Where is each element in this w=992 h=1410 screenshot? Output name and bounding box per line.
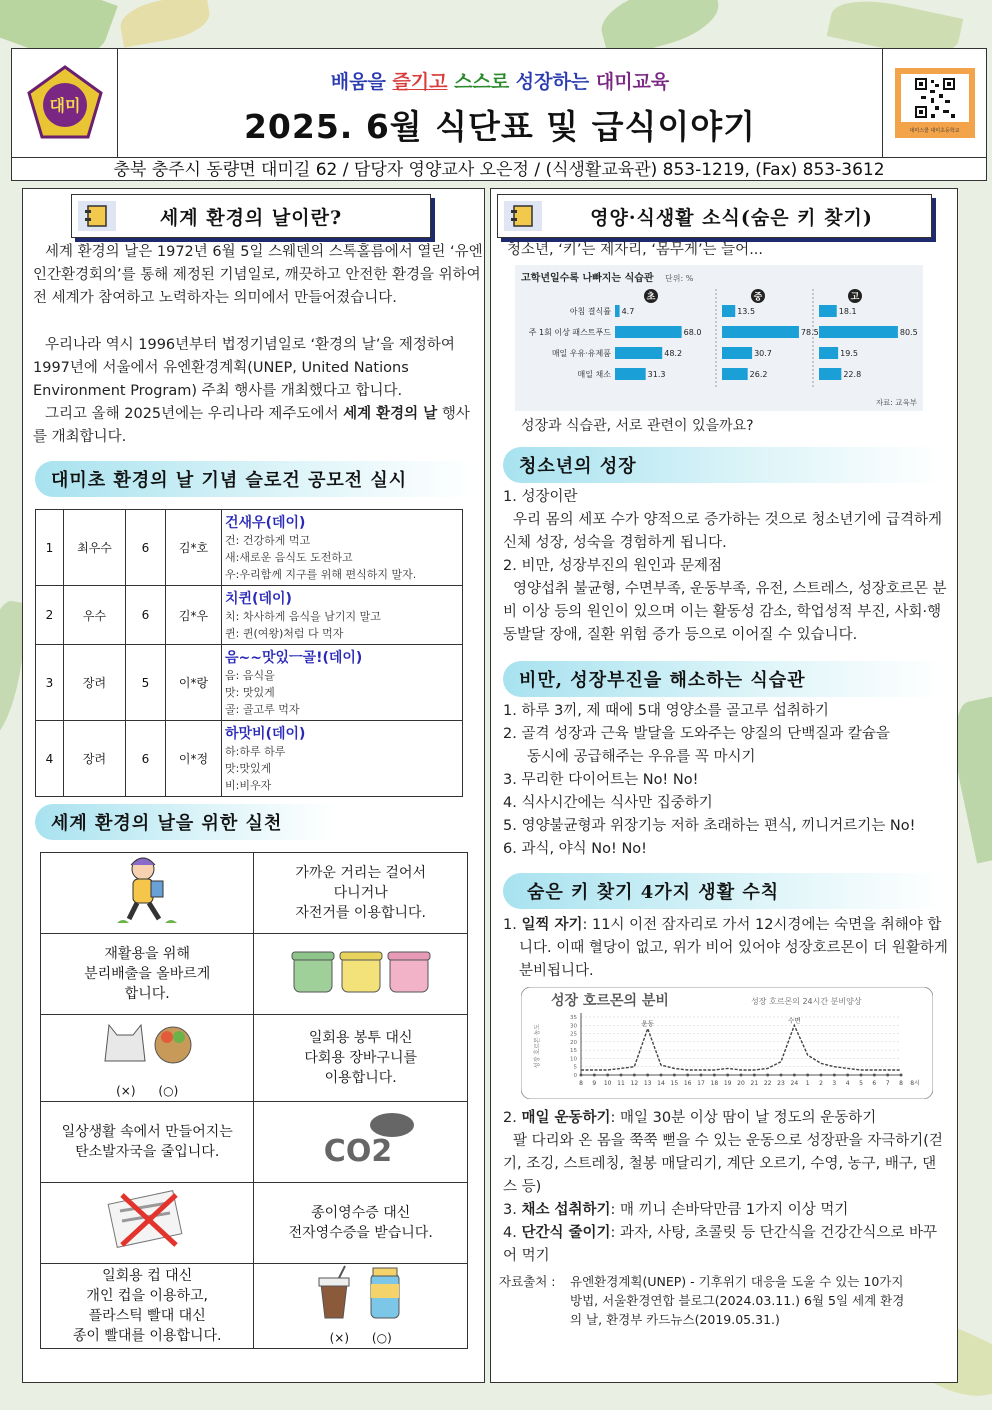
qr-caption: 대미스쿨 대미초등학교 [909,128,960,134]
x-tick-label: 12 [630,1080,639,1087]
contact-address: 충북 충주시 동량면 대미길 62 / 담당자 영양교사 오은정 / (식생활교육관) 853-1219, (Fax) 853-3612 [12,157,986,182]
rule-1 [503,914,949,983]
left-column [22,188,485,1383]
section-title-environment-day [71,194,431,238]
x-tick-mark [820,1074,823,1077]
table-row [36,721,463,797]
slogan-line: 하:하루 하루 [225,745,286,758]
x-tick-mark [660,1074,663,1077]
student-name-cell: 김*우 [166,586,222,645]
list-item: 2. 골격 성장과 근육 발달을 도와주는 양질의 단백질과 칼슘을 [503,726,890,742]
bar [819,347,838,359]
recycle-bins-illustration [254,934,468,1015]
slogan-cell [222,645,463,721]
chart-unit: 단위: % [665,274,694,283]
practice-line: 개인 컵을 이용하고, [86,1288,208,1304]
right-column [490,188,958,1383]
bar [722,326,799,338]
x-tick-mark [886,1074,889,1077]
bar-value-label: 22.8 [843,370,862,379]
slogan-cell [222,586,463,645]
rule-3 [503,1199,949,1222]
school-slogan [118,67,882,94]
x-tick-label: 22 [763,1080,772,1087]
practice-table [40,852,468,1349]
grade-cell: 5 [126,645,166,721]
table-row [36,586,463,645]
x-tick-mark [713,1074,716,1077]
growth-paragraph-1: 우리 몸의 세포 수가 양적으로 증가하는 것으로 청소년기에 급격하게 신체 성장, 성숙을 경험하게 됩니다. [503,512,943,551]
bar [722,305,735,317]
section-title-slogan-contest: 대미초 환경의 날 기념 슬로건 공모전 실시 [35,461,475,497]
slogan-line: 비:비우자 [225,779,272,792]
rule-heading: 채소 섭취하기 [521,1202,611,1218]
bar [615,305,620,317]
table-row [41,853,468,934]
bar-value-label: 78.5 [800,328,819,337]
slogan-word: 성장하는 [515,71,590,93]
page-title: 2025. 6월 식단표 및 급식이야기 [243,107,757,146]
mark-o: (○) [158,1084,179,1098]
table-row [36,510,463,586]
slogan-line: 우:우리함께 지구를 위해 편식하지 말자. [225,568,417,581]
y-tick-label: 15 [570,1048,577,1055]
rule-number: 4. [503,1225,517,1241]
rule-text: : 매 끼니 손바닥만큼 1가지 이상 먹기 [610,1202,849,1218]
source-citation [499,1272,951,1329]
x-tick-label: 3 [832,1080,837,1087]
x-tick-label: 20 [737,1080,745,1087]
intro-text: 행사를 개최합니다. [33,406,470,445]
student-name-cell: 이*정 [166,721,222,797]
category-label: 아침 결식률 [569,307,611,316]
receipt-illustration [41,1183,254,1264]
y-tick-label: 35 [570,1015,577,1021]
peak-annotation: 운동 [641,1019,654,1028]
practice-text [254,1015,468,1102]
slogan-heading: 치퀸(데이) [225,591,292,607]
rule-heading: 매일 운동하기 [521,1110,611,1126]
x-tick-mark [846,1074,849,1077]
list-item: 6. 과식, 야식 No! No! [503,841,647,857]
nutrition-intro: 청소년, ‘키’는 제자리, ‘몸무게’는 늘어... [507,242,764,258]
y-tick-label: 30 [570,1023,577,1030]
x-tick-mark [726,1074,729,1077]
slogan-word: 배움을 [330,71,386,93]
logo-text: 대미 [49,96,80,115]
chart-question: 성장과 식습관, 서로 관련이 있을까요? [521,418,754,434]
rule-4 [503,1222,949,1268]
category-label: 매일 우유·유제품 [551,349,611,358]
slogan-word: 스스로 [454,71,510,93]
practice-text [254,1183,468,1264]
chart-subtitle: 성장 호르몬의 24시간 분비양상 [751,997,862,1006]
rule-heading: 일찍 자기 [521,917,583,933]
x-tick-label: 17 [697,1080,705,1087]
bar [615,368,646,380]
mark-x: (×) [116,1084,136,1098]
practice-line: 플라스틱 빨대 대신 [88,1308,206,1324]
practice-line: 일회용 봉투 대신 [308,1030,413,1046]
y-axis-label: 성장 호르몬 농도 [534,1023,541,1069]
grade-cell: 6 [126,586,166,645]
bar [615,347,662,359]
slogan-line: 건: 건강하게 먹고 [225,534,311,547]
slogan-line: 퀸: 퀸(여왕)처럼 다 먹자 [225,627,344,640]
x-tick-mark [620,1074,623,1077]
mark-x: (×) [329,1331,350,1345]
grade-cell: 6 [126,721,166,797]
school-logo [12,49,118,157]
practice-line: 자전거를 이용합니다. [295,905,426,921]
x-tick-mark [806,1074,809,1077]
source-line: 의 날, 환경부 카드뉴스(2019.05.31.) [570,1312,780,1327]
y-tick-label: 25 [570,1031,577,1038]
bar-value-label: 80.5 [899,328,918,337]
eating-habits-bar-chart [515,265,923,411]
award-cell: 우수 [64,586,126,645]
bar-value-label: 48.2 [664,349,683,358]
source-line: 유엔환경계획(UNEP) - 기후위기 대응을 도울 수 있는 10가지 [570,1274,904,1289]
intro-highlight: 세계 환경의 날 [343,406,438,422]
slogan-line: 맛: 맛있게 [225,686,275,699]
practice-line: 다니거나 [333,885,388,901]
section-title-text: 세계 환경의 날이란? [159,206,343,229]
source-label: 자료출처 : [499,1274,556,1289]
slogan-heading: 건새우(데이) [225,515,306,531]
rule-text: : 과자, 사탕, 초콜릿 등 단간식을 건강간식으로 바꾸어 먹기 [503,1225,938,1264]
x-tick-label: 1 [805,1080,810,1087]
x-tick-label: 10 [603,1080,612,1087]
intro-paragraph-3 [33,403,483,449]
y-tick-label: 10 [570,1056,577,1063]
list-item: 4. 식사시간에는 식사만 집중하기 [503,795,713,811]
x-tick-mark [646,1074,649,1077]
x-tick-label: 23 [777,1080,785,1087]
rule-heading: 단간식 줄이기 [521,1225,611,1241]
bar-value-label: 4.7 [621,307,635,316]
bar [615,326,682,338]
growth-hormone-line-chart [521,987,933,1099]
notebook-icon [504,201,542,231]
slogan-line: 맛:맛있게 [225,762,272,775]
practice-line: 다회용 장바구니를 [304,1050,418,1066]
x-tick-label: 19 [723,1080,732,1087]
rank-cell: 3 [36,645,64,721]
bar-value-label: 30.7 [754,349,772,358]
co2-text: CO2 [323,1134,392,1169]
x-tick-label: 9 [592,1080,597,1087]
intro-text: 그리고 올해 2025년에는 우리나라 제주도에서 [45,406,344,422]
list-item: 동시에 공급해주는 우유를 꼭 마시기 [527,749,756,765]
source-line: 방법, 서울환경연합 블로그(2024.03.11.) 6월 5일 세계 환경 [570,1293,905,1308]
rank-cell: 4 [36,721,64,797]
section-title-teen-growth: 청소년의 성장 [503,447,943,483]
chart-title: 고학년일수록 나빠지는 식습관 [521,273,654,284]
practice-text [254,853,468,934]
x-tick-mark [900,1074,903,1077]
mark-row [254,1328,467,1348]
x-tick-mark [753,1074,756,1077]
x-tick-mark [673,1074,676,1077]
bar-value-label: 19.5 [840,349,858,358]
x-tick-mark [793,1074,796,1077]
x-tick-label: 16 [683,1080,692,1087]
x-tick-label: 18 [710,1080,719,1087]
bar-value-label: 13.5 [737,307,756,316]
rule-text: : 11시 이전 잠자리로 가서 12시경에는 숙면을 취해야 합니다. 이때 혈당이 없고, 위가 비어 있어야 성장호르몬이 더 원활하게 분비됩니다. [519,917,948,979]
table-row [36,645,463,721]
student-name-cell: 이*랑 [166,645,222,721]
y-tick-label: 5 [573,1064,577,1071]
bar-value-label: 26.2 [749,370,768,379]
slogan-word: 즐기고 [392,71,448,93]
bar-value-label: 68.0 [683,328,702,337]
x-tick-mark [833,1074,836,1077]
rank-cell: 1 [36,510,64,586]
peak-annotation: 수면 [788,1016,801,1025]
practice-text [41,1264,254,1349]
leaf-decoration [117,0,213,48]
slogan-line: 음: 음식을 [225,669,275,682]
x-tick-label: 21 [750,1080,759,1087]
grade-cell: 6 [126,510,166,586]
x-tick-mark [580,1074,583,1077]
section-title-eating-habits: 비만, 성장부진을 해소하는 식습관 [503,661,943,697]
section-title-nutrition-news [497,194,932,238]
practice-line: 종이영수증 대신 [311,1205,411,1221]
slogan-line: 치: 차사하게 음식을 남기지 말고 [225,610,381,623]
growth-heading-2: 2. 비만, 성장부진의 원인과 문제점 [503,558,722,574]
practice-line: 분리배출을 올바르게 [84,966,211,982]
intro-paragraph-1: 세계 환경의 날은 1972년 6월 5일 스웨덴의 스톡홀름에서 열린 ‘유엔인간환경회의’를 통해 제정된 기념일로, 깨끗하고 안전한 환경을 위하여 전 세계가 참여하고 노력하자는 의미에서 만들어졌습니다. [33,244,483,306]
bar-value-label: 18.1 [838,307,857,316]
x-tick-mark [873,1074,876,1077]
bar [819,368,841,380]
rank-cell: 2 [36,586,64,645]
bag-comparison-illustration [41,1015,254,1102]
growth-paragraph-2: 영양섭취 불균형, 수면부족, 운동부족, 유전, 스트레스, 성장호르몬 분비 이상 등의 원인이 있으며 이는 활동성 감소, 학업성적 부진, 사회·행동발달 장애, 질환 위험 증가 등으로 이어질 수 있습니다. [503,581,947,643]
practice-line: 합니다. [124,986,170,1002]
x-tick-label: 6 [872,1080,877,1087]
table-row [41,1102,468,1183]
list-item: 3. 무리한 다이어트는 No! No! [503,772,699,788]
section-title-life-rules: 숨은 키 찾기 4가지 생활 수칙 [503,873,943,909]
y-tick-label: 0 [573,1073,577,1079]
slogan-heading: 음~~맛있ㅡ골!(데이) [225,650,363,666]
y-tick-label: 20 [570,1039,577,1046]
x-tick-mark [686,1074,689,1077]
slogan-cell [222,721,463,797]
habit-list [503,700,949,861]
practice-line: 이용합니다. [324,1070,397,1086]
slogan-line: 골: 골고루 먹자 [225,703,300,716]
section-title-practice: 세계 환경의 날을 위한 실천 [35,804,335,840]
practice-text [41,1102,254,1183]
practice-line: 전자영수증을 받습니다. [288,1225,433,1241]
x-tick-label: 4 [845,1080,850,1087]
rule-number: 2. [503,1110,517,1126]
mark-o: (○) [371,1331,392,1345]
practice-line: 탄소발자국을 줄입니다. [75,1144,220,1160]
table-row [41,934,468,1015]
group-label: 중 [753,292,763,303]
table-row [41,1183,468,1264]
category-label: 주 1회 이상 패스트푸드 [528,328,611,337]
x-tick-label: 11 [617,1080,625,1087]
slogan-word: 대미교육 [595,71,670,93]
x-tick-label: 5 [859,1080,863,1087]
newsletter-header [11,48,987,181]
x-tick-label: 24 [790,1080,799,1087]
group-label: 고 [850,292,860,303]
x-tick-mark [780,1074,783,1077]
x-tick-label: 8 [579,1080,583,1087]
slogan-line: 새:새로운 음식도 도전하고 [225,551,353,564]
rule-number: 1. [503,917,517,933]
x-tick-mark [606,1074,609,1077]
practice-line: 일회용 컵 대신 [102,1268,193,1284]
notebook-icon [78,201,116,231]
mark-row [41,1081,253,1101]
slogan-contest-table [35,509,463,797]
growth-heading-1: 1. 성장이란 [503,489,578,505]
award-cell: 장려 [64,721,126,797]
chart-source: 자료: 교육부 [875,398,917,407]
x-tick-label: 7 [885,1080,890,1087]
x-tick-mark [766,1074,769,1077]
x-tick-mark [860,1074,863,1077]
award-cell: 최우수 [64,510,126,586]
table-row [41,1264,468,1349]
rule-text: : 매일 30분 이상 땀이 날 정도의 운동하기 [610,1110,877,1126]
x-tick-label: 14 [657,1080,665,1087]
co2-illustration [254,1102,468,1183]
x-tick-mark [593,1074,596,1077]
table-row [41,1015,468,1102]
practice-line: 가까운 거리는 걸어서 [295,865,426,881]
x-tick-mark [633,1074,636,1077]
practice-line: 재활용을 위해 [104,946,190,962]
category-label: 매일 채소 [577,370,611,379]
x-tick-label: 8 [899,1080,903,1087]
cup-comparison-illustration [254,1264,468,1349]
x-end-label: 8시 [910,1080,920,1087]
practice-line: 종이 빨대를 이용합니다. [72,1328,222,1344]
list-item: 5. 영양불균형과 위장기능 저하 초래하는 편식, 끼니거르기는 No! [503,818,916,834]
award-cell: 장려 [64,645,126,721]
rule-2 [503,1107,949,1130]
list-item: 1. 하루 3끼, 제 때에 5대 영양소를 골고루 섭취하기 [503,703,829,719]
practice-line: 일상생활 속에서 만들어지는 [61,1124,233,1140]
group-label: 초 [646,292,656,303]
bar [819,305,837,317]
intro-paragraph-2: 우리나라 역시 1996년부터 법정기념일로 ‘환경의 날’을 제정하여 1997년에 서울에서 유엔환경계획(UNEP, United Nations Environment Program) 주최 행사를 개최했다고 합니다. [33,337,455,399]
x-tick-label: 15 [670,1080,679,1087]
section-title-text: 영양·식생활 소식(숨은 키 찾기) [590,206,873,229]
practice-text [41,934,254,1015]
student-name-cell: 김*호 [166,510,222,586]
chart-title: 성장 호르몬의 분비 [551,993,669,1009]
bar [722,347,752,359]
slogan-heading: 하맛비(데이) [225,726,306,742]
bar-value-label: 31.3 [647,370,666,379]
x-tick-mark [740,1074,743,1077]
slogan-cell [222,510,463,586]
bar [819,326,898,338]
qr-code[interactable] [882,49,986,157]
walking-kid-illustration [41,853,254,934]
x-tick-label: 13 [643,1080,652,1087]
rule-number: 3. [503,1202,517,1218]
rule-2-detail: 팔 다리와 온 몸을 쭉쭉 뻗을 수 있는 운동으로 성장판을 자극하기(걷기, 조깅, 스트레칭, 철봉 매달리기, 계단 오르기, 수영, 농구, 배구, 댄스 등) [503,1133,943,1195]
bar [722,368,748,380]
x-tick-mark [700,1074,703,1077]
x-tick-label: 2 [819,1080,823,1087]
